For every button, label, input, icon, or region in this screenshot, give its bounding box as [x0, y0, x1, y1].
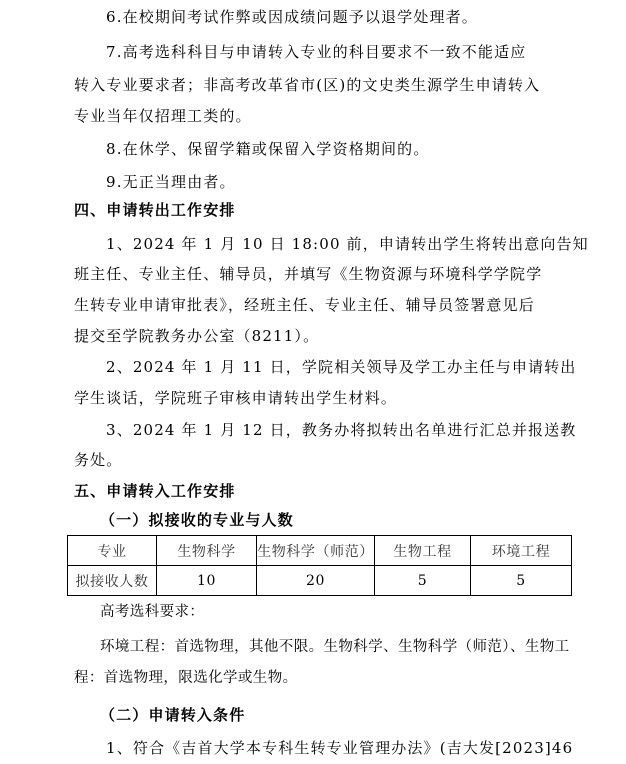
section-heading-4: 四、申请转出工作安排: [74, 201, 236, 219]
transfer-in-condition-1: 1、符合《吉首大学本专科生转专业管理办法》(吉大发[2023]46: [106, 739, 574, 757]
table-cell: 拟接收人数: [68, 566, 157, 596]
table-cell: 20: [257, 566, 375, 596]
condition-item-8: 8.在休学、保留学籍或保留入学资格期间的。: [106, 140, 430, 158]
condition-item-7-cont: 专业当年仅招理工类的。: [74, 107, 252, 125]
table-cell: 专业: [68, 536, 157, 566]
section-heading-5: 五、申请转入工作安排: [74, 482, 236, 500]
quota-table: [67, 535, 572, 596]
table-header-row: [68, 536, 572, 566]
table-row: [68, 566, 572, 596]
transfer-out-step-1-cont: 生转专业申请审批表》，经班主任、专业主任、辅导员签署意见后: [74, 296, 535, 314]
subsection-heading-1: （一）拟接收的专业与人数: [100, 511, 294, 529]
table-cell: 生物科学（师范）: [257, 536, 375, 566]
transfer-out-step-1-cont: 班主任、专业主任、辅导员，并填写《生物资源与环境科学学院学: [74, 265, 543, 283]
condition-item-6: 6.在校期间考试作弊或因成绩问题予以退学处理者。: [106, 8, 478, 26]
condition-item-7: 7.高考选科科目与申请转入专业的科目要求不一致不能适应: [106, 43, 527, 61]
table-cell: 环境工程: [471, 536, 572, 566]
transfer-out-step-3: 3、2024 年 1 月 12 日，教务办将拟转出名单进行汇总并报送教: [106, 421, 577, 439]
transfer-out-step-2: 2、2024 年 1 月 11 日，学院相关领导及学工办主任与申请转出: [106, 358, 577, 376]
subsection-heading-2: （二）申请转入条件: [100, 706, 246, 724]
transfer-out-step-2-cont: 学生谈话，学院班子审核申请转出学生材料。: [74, 389, 398, 407]
table-cell: 10: [157, 566, 257, 596]
table-cell: 5: [375, 566, 471, 596]
subject-requirement-label: 高考选科要求：: [100, 604, 205, 620]
transfer-out-step-1: 1、2024 年 1 月 10 日 18:00 前，申请转出学生将转出意向告知: [106, 235, 589, 253]
subject-requirement-text: 环境工程：首选物理，其他不限。生物科学、生物科学（师范）、生物工: [100, 639, 570, 655]
table-cell: 生物工程: [375, 536, 471, 566]
transfer-out-step-1-cont: 提交至学院教务办公室（8211）。: [74, 327, 320, 345]
table-cell: 5: [471, 566, 572, 596]
condition-item-7-cont: 转入专业要求者；非高考改革省市(区)的文史类生源学生申请转入: [74, 76, 541, 94]
transfer-out-step-3-cont: 务处。: [74, 451, 123, 469]
subject-requirement-text-cont: 程：首选物理，限选化学或生物。: [74, 670, 298, 686]
condition-item-9: 9.无正当理由者。: [106, 173, 236, 191]
table-cell: 生物科学: [157, 536, 257, 566]
